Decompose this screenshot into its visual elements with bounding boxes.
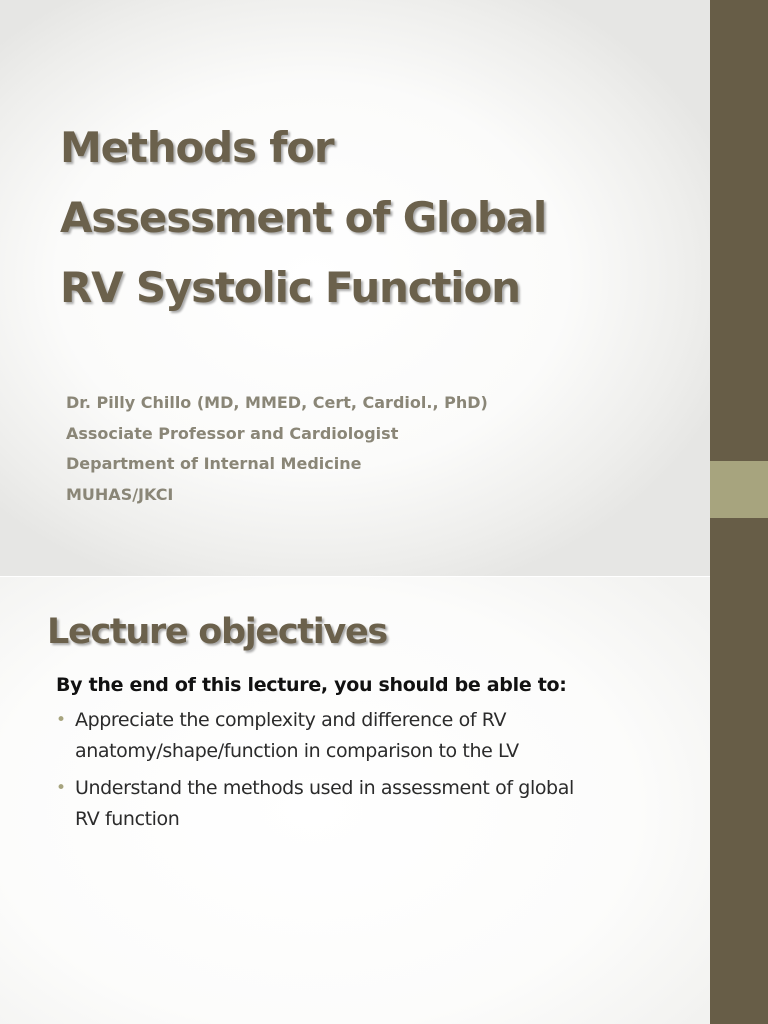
decorative-sidebar [710,0,768,1024]
objective-line: Appreciate the complexity and difference of RV [75,709,507,731]
objective-text [75,705,676,767]
list-item [56,705,676,767]
objective-text [75,773,676,835]
author-name: Dr. Pilly Chillo (MD, MMED, Cert, Cardiol., PhD) [66,393,488,412]
author-department: Department of Internal Medicine [66,454,362,473]
title-line: Methods for [60,123,334,172]
title-line: RV Systolic Function [60,263,520,312]
bullet-icon: • [56,778,67,798]
list-item [56,773,676,835]
objectives-intro: By the end of this lecture, you should be able to: [56,674,567,696]
objective-line: anatomy/shape/function in comparison to the LV [75,740,519,762]
slide-title [60,113,680,323]
objective-line: RV function [75,808,180,830]
author-position: Associate Professor and Cardiologist [66,423,399,443]
objective-line: Understand the methods used in assessment of global [75,777,574,799]
slide-heading: Lecture objectives [47,612,387,652]
bullet-icon: • [56,710,67,730]
author-block [66,388,686,510]
objectives-slide [0,577,710,1024]
title-line: Assessment of Global [60,193,547,242]
sidebar-accent-block [710,461,768,518]
objectives-list [56,705,676,841]
author-institution: MUHAS/JKCI [66,484,174,504]
